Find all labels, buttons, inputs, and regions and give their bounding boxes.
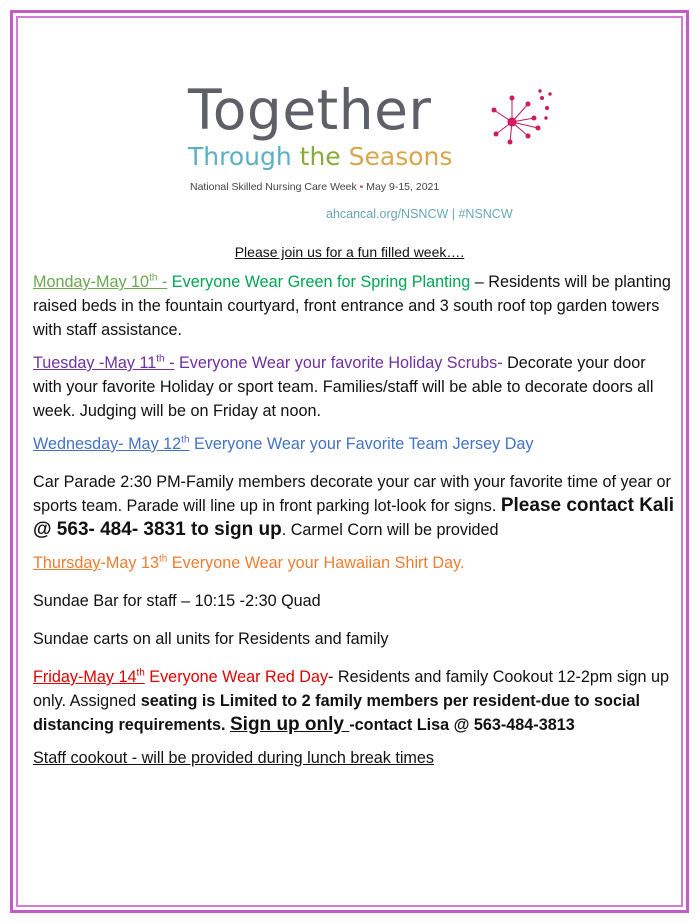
wednesday-heading: [33, 432, 678, 456]
event-schedule: [33, 270, 678, 779]
intro-line: Please join us for a fun filled week….: [234, 244, 465, 260]
wednesday-contact: Please contact Kali @ 563- 484- 3831 to sign up: [33, 495, 675, 540]
tuesday-theme: Everyone Wear your favorite Holiday Scrubs-: [174, 354, 503, 372]
friday-theme: Everyone Wear Red Day: [144, 668, 329, 686]
tagline-separator: •: [359, 181, 364, 193]
tagline-dates: May 9-15, 2021: [366, 181, 440, 193]
friday-seating-note: seating is Limited to 2 family members per resident-due to social distancing requirements.: [33, 692, 640, 734]
wednesday-theme: Everyone Wear your Favorite Team Jersey Day: [189, 435, 534, 453]
thursday-day: Thursday: [33, 554, 101, 572]
tuesday-day: Tuesday -May 11th -: [33, 353, 175, 372]
event-logo: [184, 80, 554, 230]
logo-title: Together: [188, 78, 432, 142]
friday-contact: -contact Lisa @ 563-484-3813: [349, 716, 575, 734]
wednesday-body: Car Parade 2:30 PM-Family members decorate your car with your favorite time of year or sports team. Parade will line up in front parking lot-look for signs.: [33, 473, 671, 515]
monday-day: Monday-May 10th -: [33, 272, 168, 291]
thursday-date: -May 13th: [100, 553, 168, 572]
tuesday-paragraph: [33, 351, 678, 423]
logo-url: ahcancal.org/NSNCW | #NSNCW: [326, 207, 513, 221]
thursday-theme: Everyone Wear your Hawaiian Shirt Day.: [167, 554, 465, 572]
thursday-line-1: Sundae Bar for staff – 10:15 -2:30 Quad: [33, 592, 321, 610]
tagline-text: National Skilled Nursing Care Week: [190, 181, 357, 193]
friday-day: Friday-May 14th: [33, 667, 145, 686]
logo-subtitle: [188, 142, 452, 172]
staff-cookout-note: Staff cookout - will be provided during lunch break times: [33, 749, 435, 767]
logo-subtitle-word: Seasons: [348, 142, 453, 171]
monday-theme: Everyone Wear Green for Spring Planting: [167, 273, 471, 291]
dandelion-icon: [484, 88, 554, 148]
logo-subtitle-word: the: [299, 142, 341, 171]
monday-paragraph: [33, 270, 678, 342]
wednesday-day: Wednesday- May 12th: [33, 434, 190, 453]
wednesday-tail: . Carmel Corn will be provided: [281, 521, 499, 539]
thursday-heading: [33, 551, 678, 575]
thursday-line-2: Sundae carts on all units for Residents and family: [33, 630, 389, 648]
logo-subtitle-word: Through: [188, 142, 292, 171]
friday-paragraph: [33, 665, 678, 737]
friday-body: - Residents and family Cookout 12-2pm sign up only. Assigned: [33, 668, 670, 710]
logo-tagline: [190, 180, 439, 194]
monday-body: – Residents will be planting raised beds in the fountain courtyard, front entrance and 3 south roof top garden towers with staff assistance.: [33, 273, 671, 339]
friday-signup: Sign up only: [230, 714, 350, 735]
tuesday-body: Decorate your door with your favorite Holiday or sport team. Families/staff will be able to decorate doors all week. Judging will be on Friday at noon.: [33, 354, 654, 420]
wednesday-paragraph: [33, 470, 678, 542]
